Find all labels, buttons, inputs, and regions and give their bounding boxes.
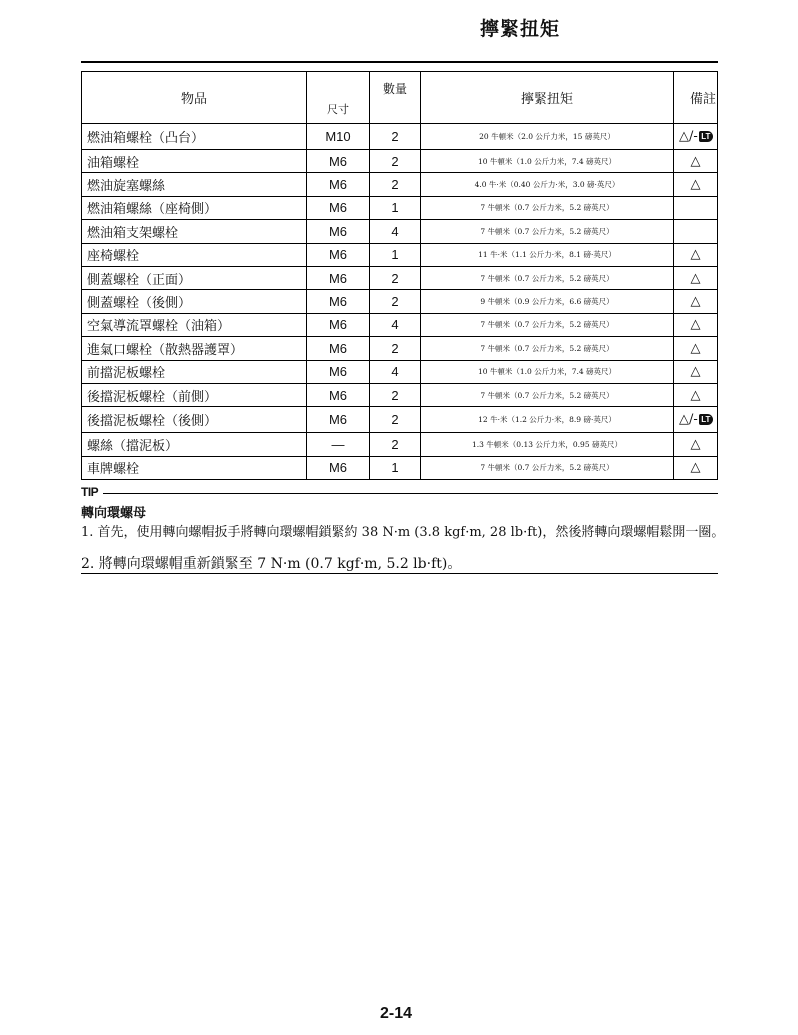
size-cell: — [307,433,370,456]
torque-cell: 7 牛頓米（0.7 公斤力米，5.2 磅英尺） [421,383,674,406]
size-cell: M6 [307,456,370,479]
note-cell [674,383,718,406]
torque-cell: 10 牛頓米（1.0 公斤力米，7.4 磅英尺） [421,360,674,383]
note-cell [674,196,718,219]
note-cell [674,456,718,479]
size-cell: M6 [307,173,370,196]
table-row [82,456,718,479]
size-cell: M10 [307,124,370,150]
thread-locker-icon: LT [699,414,713,425]
size-cell: M6 [307,407,370,433]
torque-cell: 12 牛·米（1.2 公斤力·米，8.9 磅·英尺） [421,407,674,433]
size-cell: M6 [307,220,370,243]
header-note: 備註 [674,72,718,124]
torque-table [81,71,718,480]
torque-cell: 7 牛頓米（0.7 公斤力米，5.2 磅英尺） [421,266,674,289]
table-row [82,243,718,266]
triangle-outline-icon: △ [690,177,701,193]
qty-cell: 2 [370,407,421,433]
torque-cell: 4.0 牛·米（0.40 公斤力·米，3.0 磅·英尺） [421,173,674,196]
item-cell: 側蓋螺栓（正面） [82,266,307,289]
triangle-outline-icon: △ [690,294,701,310]
note-cell [674,433,718,456]
qty-cell: 2 [370,266,421,289]
triangle-outline-icon: △ [690,270,701,286]
size-cell: M6 [307,196,370,219]
note-cell [674,173,718,196]
table-row [82,220,718,243]
qty-cell: 4 [370,220,421,243]
size-cell: M6 [307,290,370,313]
item-cell: 燃油箱螺栓（凸台） [82,124,307,150]
qty-cell: 1 [370,456,421,479]
page-title: 擰緊扭矩 [480,18,561,40]
torque-cell: 7 牛頓米（0.7 公斤力米，5.2 磅英尺） [421,337,674,360]
item-cell: 螺絲（擋泥板） [82,433,307,456]
item-cell: 後擋泥板螺栓（前側） [82,383,307,406]
item-cell: 空氣導流罩螺栓（油箱） [82,313,307,336]
page-number: 2-14 [380,1005,413,1022]
item-cell: 車牌螺栓 [82,456,307,479]
item-cell: 燃油旋塞螺絲 [82,173,307,196]
item-cell: 前擋泥板螺栓 [82,360,307,383]
torque-cell: 10 牛頓米（1.0 公斤力米，7.4 磅英尺） [421,150,674,173]
qty-cell: 2 [370,433,421,456]
note-cell [674,150,718,173]
table-row [82,360,718,383]
qty-cell: 2 [370,150,421,173]
torque-cell: 9 牛頓米（0.9 公斤力米，6.6 磅英尺） [421,290,674,313]
qty-cell: 2 [370,124,421,150]
note-cell [674,337,718,360]
note-cell [674,266,718,289]
triangle-outline-icon: △ [690,340,701,356]
triangle-outline-icon: △ [690,364,701,380]
size-cell: M6 [307,243,370,266]
qty-cell: 4 [370,360,421,383]
note-cell [674,220,718,243]
qty-cell: 2 [370,290,421,313]
table-row [82,290,718,313]
table-row [82,313,718,336]
item-cell: 座椅螺栓 [82,243,307,266]
tip-step-1: 1. 首先，使用轉向螺帽扳手將轉向環螺帽鎖緊約 38 N·m (3.8 kgf·m, 28 lb·ft)，然後將轉向環螺帽鬆開一圈。 [81,525,725,540]
item-cell: 燃油箱支架螺栓 [82,220,307,243]
tip-label: TIP [81,485,99,499]
torque-cell: 7 牛頓米（0.7 公斤力米，5.2 磅英尺） [421,456,674,479]
table-row [82,150,718,173]
table-row [82,266,718,289]
table-row [82,124,718,150]
size-cell: M6 [307,360,370,383]
item-cell: 燃油箱螺絲（座椅側） [82,196,307,219]
qty-cell: 1 [370,243,421,266]
table-header-row [82,72,718,124]
note-cell [674,243,718,266]
qty-cell: 2 [370,337,421,360]
torque-cell: 7 牛頓米（0.7 公斤力米，5.2 磅英尺） [421,220,674,243]
table-row [82,433,718,456]
header-item: 物品 [82,72,307,124]
thread-locker-icon: LT [699,131,713,142]
qty-cell: 1 [370,196,421,219]
note-cell [674,290,718,313]
item-cell: 側蓋螺栓（後側） [82,290,307,313]
header-torque: 擰緊扭矩 [421,72,674,124]
table-row [82,407,718,433]
torque-cell: 7 牛頓米（0.7 公斤力米，5.2 磅英尺） [421,196,674,219]
triangle-outline-icon: △/- [679,412,698,428]
size-cell: M6 [307,337,370,360]
item-cell: 油箱螺栓 [82,150,307,173]
note-cell [674,407,718,433]
torque-cell: 20 牛頓米（2.0 公斤力米，15 磅英尺） [421,124,674,150]
torque-cell: 11 牛·米（1.1 公斤力·米，8.1 磅·英尺） [421,243,674,266]
triangle-outline-icon: △ [690,317,701,333]
qty-cell: 2 [370,383,421,406]
section-end-rule [81,573,718,574]
note-cell [674,360,718,383]
title-rule [81,61,718,63]
tip-step-2: 2. 將轉向環螺帽重新鎖緊至 7 N·m (0.7 kgf·m, 5.2 lb·ft)。 [81,556,462,572]
header-qty: 數量 [370,72,421,124]
size-cell: M6 [307,266,370,289]
tip-heading: 轉向環螺母 [81,506,147,521]
table-row [82,383,718,406]
size-cell: M6 [307,383,370,406]
size-cell: M6 [307,313,370,336]
torque-cell: 1.3 牛頓米（0.13 公斤力米，0.95 磅英尺） [421,433,674,456]
table-row [82,337,718,360]
size-cell: M6 [307,150,370,173]
triangle-outline-icon: △ [690,460,701,476]
note-cell [674,124,718,150]
item-cell: 後擋泥板螺栓（後側） [82,407,307,433]
tip-rule [103,493,718,494]
header-size: 尺寸 [307,72,370,124]
triangle-outline-icon: △ [690,153,701,169]
note-cell [674,313,718,336]
triangle-outline-icon: △ [690,247,701,263]
table-body [82,124,718,480]
qty-cell: 2 [370,173,421,196]
triangle-outline-icon: △ [690,387,701,403]
table-row [82,196,718,219]
table-row [82,173,718,196]
triangle-outline-icon: △ [690,436,701,452]
qty-cell: 4 [370,313,421,336]
torque-cell: 7 牛頓米（0.7 公斤力米，5.2 磅英尺） [421,313,674,336]
item-cell: 進氣口螺栓（散熱器護罩） [82,337,307,360]
triangle-outline-icon: △/- [679,129,698,144]
